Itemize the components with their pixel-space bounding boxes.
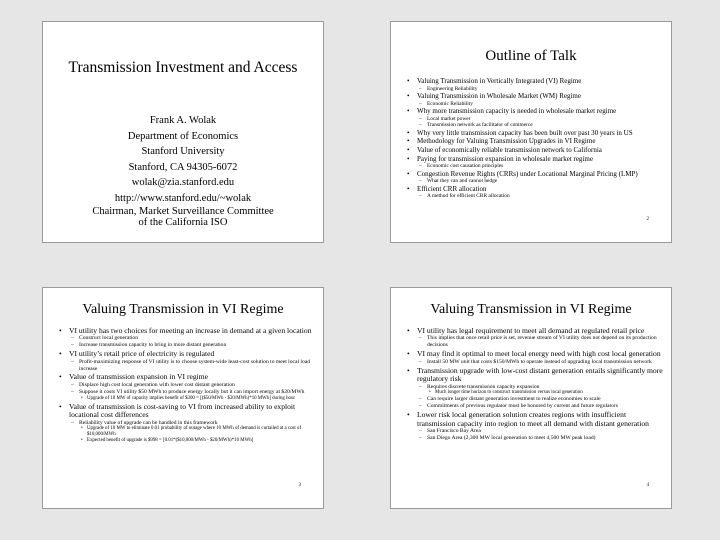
- address: Stanford, CA 94305-6072: [128, 161, 238, 173]
- sub-bullet-item: [57, 342, 315, 348]
- bullet-marker: –: [419, 428, 422, 435]
- bullet-item: [405, 155, 665, 164]
- bullet-marker: •: [59, 349, 62, 359]
- department: Department of Economics: [127, 130, 239, 142]
- bullet-marker: •: [407, 128, 410, 137]
- page-number: 3: [298, 483, 301, 488]
- bullet-text: Why very little transmission capacity has been built over past 30 years in US: [417, 128, 633, 137]
- bullet-marker: –: [71, 359, 74, 366]
- sub-bullet-item: [405, 359, 663, 365]
- bullet-item: [57, 327, 315, 335]
- bullet-marker: •: [407, 365, 410, 375]
- bullet-text: Methodology for Valuing Transmission Upgrades in VI Regime: [417, 137, 596, 146]
- bullet-marker: •: [81, 426, 83, 432]
- bullet-text: Value of economically reliable transmission network to California: [417, 145, 602, 154]
- bullet-marker: –: [71, 382, 74, 389]
- bullet-text: Efficient CRR allocation: [417, 184, 487, 193]
- sub-bullet-item: [57, 438, 315, 444]
- bullet-text: Construct local generation: [79, 335, 139, 342]
- bullet-marker: •: [429, 390, 431, 396]
- sub-bullet-item: [57, 335, 315, 341]
- bullet-item: [405, 92, 665, 101]
- bullet-text: Engineering Reliability: [427, 85, 478, 92]
- bullet-text: Reliability value of upgrade can be handled in this framework: [79, 420, 218, 427]
- bullet-item: [57, 350, 315, 358]
- bullet-marker: –: [71, 389, 74, 396]
- slide-2: [390, 21, 672, 243]
- sub-bullet-item: [405, 428, 663, 434]
- page-number: 2: [646, 217, 649, 222]
- bullet-text: Increase transmission capacity to bring in more distant generation: [79, 342, 227, 349]
- bullet-text: Congestion Revenue Rights (CRRs) under Locational Marginal Pricing (LMP): [417, 169, 638, 178]
- sub-bullet-item: [405, 403, 663, 409]
- bullet-marker: •: [81, 395, 83, 401]
- bullet-text: Commitments of previous regulator must be honored by current and future regulators: [427, 403, 618, 410]
- bullet-text: Lower risk local generation solution creates regions with insufficient transmission capacity into region to meet all demand with distant generation: [417, 410, 649, 428]
- affiliation-line-1: Chairman, Market Surveillance Committee: [92, 206, 274, 217]
- affiliation-line-2: of the California ISO: [138, 217, 228, 228]
- author-info: [43, 113, 323, 228]
- bullet-text: Expected benefit of upgrade is $998 = [0.01*($10,000/MWh - $20/MWh)*10 MWh]: [87, 437, 254, 443]
- bullet-text: Suppose it costs VI utility $50 MWh to produce energy locally but it can import energy at $20/MWh: [79, 389, 305, 396]
- bullet-list: [57, 325, 315, 443]
- sub-bullet-item: [57, 382, 315, 388]
- bullet-text: San Diego Area (2,300 MW local generation to meet 4,500 MW peak load): [427, 435, 596, 442]
- bullet-item: [57, 373, 315, 381]
- bullet-item: [405, 170, 665, 179]
- bullet-item: [405, 327, 663, 335]
- slide-title: Outline of Talk: [485, 48, 577, 64]
- bullet-marker: –: [419, 193, 422, 200]
- bullet-marker: •: [407, 410, 410, 420]
- slide-3: [42, 287, 324, 509]
- bullet-item: [405, 129, 665, 138]
- bullet-text: Transmission network as facilitator of commerce: [427, 122, 533, 129]
- bullet-item: [405, 77, 665, 86]
- bullet-marker: •: [407, 145, 410, 154]
- slide-4: [390, 287, 672, 509]
- bullet-text: Install 50 MW unit that costs $150/MWh to operate instead of upgrading local transmission network: [427, 358, 652, 365]
- bullet-text: Paying for transmission expansion in wholesale market regime: [417, 154, 593, 163]
- bullet-marker: –: [71, 335, 74, 342]
- bullet-text: Requires discrete transmission capacity expansion: [427, 383, 540, 390]
- university: Stanford University: [141, 146, 225, 157]
- bullet-text: Value of transmission is cost-saving to VI from increased ability to exploit locational cost differences: [69, 401, 296, 420]
- slide-1: [42, 21, 324, 243]
- sub-bullet-item: [405, 396, 663, 402]
- bullet-marker: –: [71, 342, 74, 349]
- bullet-text: Valuing Transmission in Wholesale Market (WM) Regime: [417, 92, 581, 101]
- bullet-marker: –: [419, 115, 422, 122]
- slide-title: Valuing Transmission in VI Regime: [430, 302, 632, 317]
- bullet-marker: –: [419, 383, 422, 390]
- bullet-item: [57, 403, 315, 420]
- bullet-marker: •: [407, 154, 410, 163]
- bullet-item: [405, 137, 665, 146]
- sub-bullet-item: [405, 435, 663, 441]
- bullet-text: Economic cost causation principles: [427, 163, 504, 170]
- bullet-text: VI utility’s retail price of electricity is regulated: [69, 349, 215, 359]
- bullet-marker: •: [81, 437, 83, 443]
- bullet-text: Valuing Transmission in Vertically Integrated (VI) Regime: [417, 77, 582, 85]
- bullet-list: [405, 325, 663, 442]
- bullet-text: VI may find it optimal to meet local energy need with high cost local generation: [417, 348, 661, 358]
- bullet-marker: –: [419, 178, 422, 185]
- author-name: Frank A. Wolak: [149, 115, 217, 126]
- sub-bullet-item: [405, 193, 665, 200]
- bullet-marker: –: [419, 403, 422, 410]
- bullet-text: Transmission upgrade with low-cost distant generation entails significantly more regulatory risk: [417, 365, 663, 383]
- bullet-marker: •: [407, 169, 410, 178]
- bullet-text: Upgrade of 10 MW to eliminate 0.01 probability of outage where 10 MWh of demand is curtailed at a cost of $10,000/MWh: [87, 426, 302, 438]
- bullet-text: Upgrade of 10 MW of capacity implies benefit of $300 = [($50/MWh - $20/MWh)*10 MWh] during hour: [87, 395, 296, 401]
- bullet-item: [405, 107, 665, 116]
- sub-bullet-item: [57, 426, 315, 437]
- bullet-marker: •: [59, 325, 62, 335]
- bullet-marker: –: [419, 85, 422, 92]
- sub-bullet-item: [57, 359, 315, 372]
- sub-bullet-item: [57, 396, 315, 402]
- sub-bullet-item: [405, 390, 663, 396]
- bullet-marker: •: [59, 401, 62, 411]
- bullet-marker: –: [419, 435, 422, 442]
- bullet-marker: –: [419, 100, 422, 107]
- bullet-text: Much longer time horizon to construct transmission versus local generation: [435, 390, 583, 396]
- bullet-text: Local market power: [427, 115, 471, 122]
- bullet-text: Profit-maximizing response of VI utility is to choose system-wide least-cost solution to meet local load increase: [79, 359, 311, 372]
- bullet-item: [405, 411, 663, 428]
- bullet-item: [405, 367, 663, 384]
- slide-title: Transmission Investment and Access: [68, 59, 298, 76]
- bullet-marker: •: [407, 77, 410, 85]
- bullet-text: VI utility has two choices for meeting an increase in demand at a given location: [69, 325, 312, 335]
- bullet-text: A method for efficient CRR allocation: [427, 193, 510, 200]
- bullet-text: VI utility has legal requirement to meet all demand at regulated retail price: [417, 325, 645, 335]
- bullet-text: Displace high cost local generation with lower cost distant generation: [79, 382, 235, 389]
- homepage-url: http://www.stanford.edu/~wolak: [114, 192, 252, 204]
- bullet-item: [405, 146, 665, 155]
- page-number: 4: [646, 483, 649, 488]
- sub-bullet-item: [405, 335, 663, 348]
- bullet-marker: –: [71, 420, 74, 427]
- bullet-marker: •: [407, 325, 410, 335]
- bullet-marker: –: [419, 396, 422, 403]
- bullet-marker: •: [407, 92, 410, 101]
- bullet-text: Why more transmission capacity is needed in wholesale market regime: [417, 107, 617, 116]
- bullet-text: This implies that once retail price is set, revenue stream of VI utility does not depend on its production decisions: [427, 335, 657, 348]
- bullet-text: San Francisco Bay Area: [427, 428, 481, 435]
- bullet-text: What they can and cannot hedge: [427, 178, 498, 185]
- bullet-text: Can require larger distant generation investment to realize economies to scale: [427, 396, 601, 403]
- bullet-list: [405, 77, 665, 200]
- bullet-marker: •: [407, 348, 410, 358]
- bullet-marker: •: [407, 184, 410, 193]
- bullet-item: [405, 350, 663, 358]
- bullet-marker: •: [407, 107, 410, 116]
- slide-title: Valuing Transmission in VI Regime: [82, 302, 284, 317]
- bullet-text: Value of transmission expansion in VI regime: [69, 372, 209, 382]
- bullet-marker: –: [419, 163, 422, 170]
- bullet-text: Economic Reliability: [427, 100, 473, 107]
- email: wolak@zia.stanford.edu: [131, 177, 235, 188]
- bullet-marker: –: [419, 335, 422, 342]
- bullet-marker: –: [419, 358, 422, 365]
- bullet-marker: •: [59, 372, 62, 382]
- bullet-marker: –: [419, 122, 422, 129]
- bullet-marker: •: [407, 137, 410, 146]
